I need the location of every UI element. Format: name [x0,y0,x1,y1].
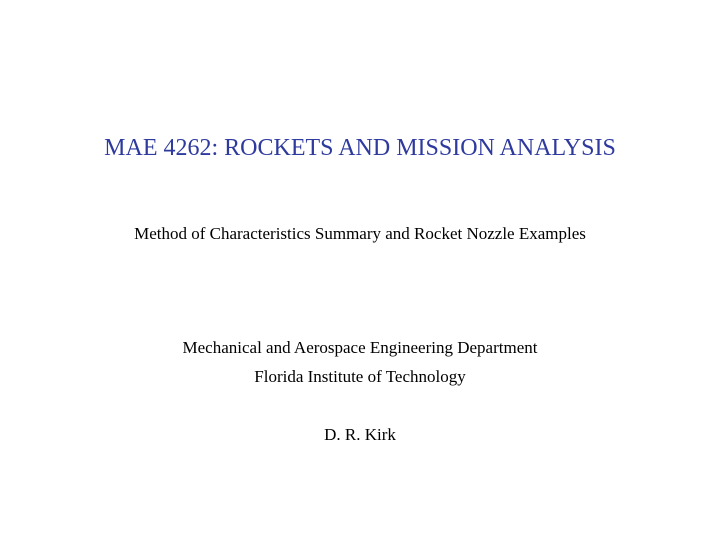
institution-name: Florida Institute of Technology [254,367,466,386]
slide-title: MAE 4262: ROCKETS AND MISSION ANALYSIS [104,135,616,161]
department-name: Mechanical and Aerospace Engineering Department [182,338,538,357]
author-name: D. R. Kirk [324,425,396,444]
slide-subtitle: Method of Characteristics Summary and Rocket Nozzle Examples [134,224,586,243]
